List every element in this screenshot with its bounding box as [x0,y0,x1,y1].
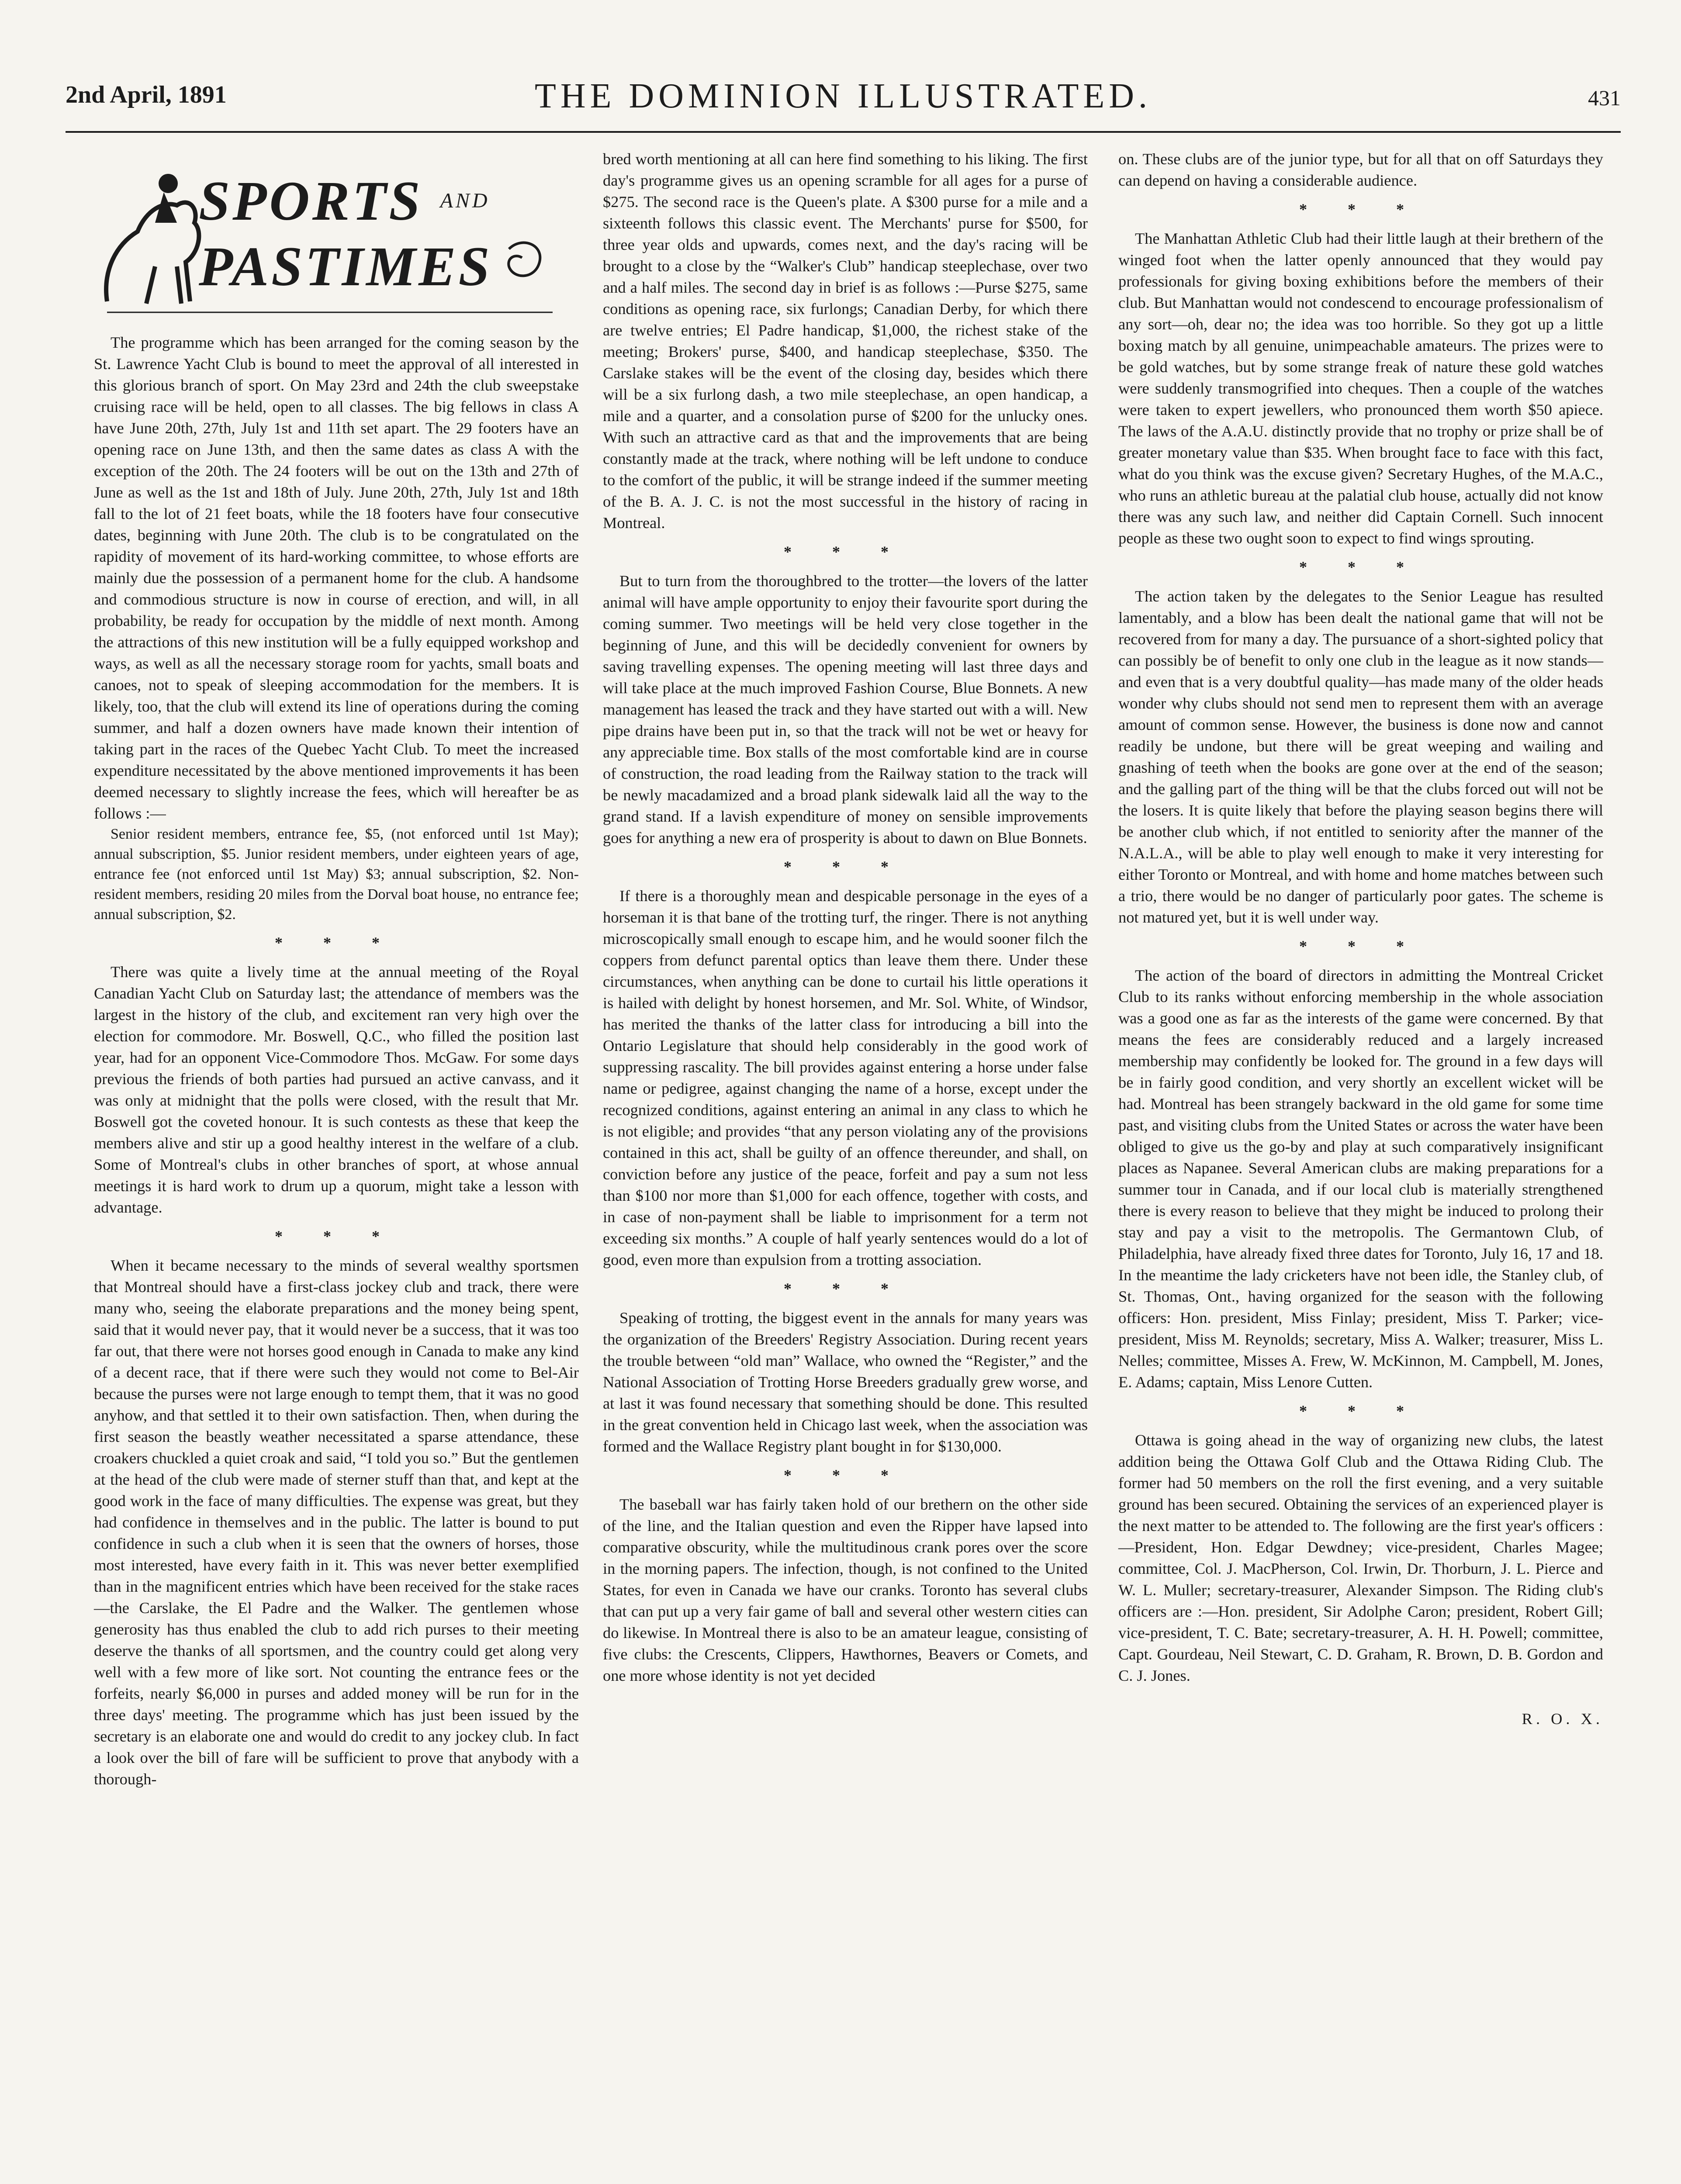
header-rule [66,131,1621,133]
article-paragraph: The programme which has been arranged for the coming season by the St. Lawrence Yacht Club is bound to meet the approval of all interested in this glorious branch of sport. On May 23rd and 24th the club sweepstake cruising race will be held, open to all classes. The big fellows in class A have June 20th, 27th, July 1st and 11th set apart. The 29 footers have an opening race on June 13th, and then the same dates as class A with the exception of the 20th. The 24 footers will be out on the 13th and 27th of June as well as the 1st and 18th of July. June 20th, 27th, July 1st and 18th fall to the lot of 21 feet boats, while the 18 footers have four consecutive dates, beginning with June 20th. The club is to be congratulated on the rapidity of movement of its hard-working committee, to whose efforts are mainly due the possession of a permanent home for the club. A handsome and commodious structure is now in course of erection, and will, in all probability, be ready for occupation by the middle of next month. Among the attractions of this new institution will be a fully equipped workshop and ways, as well as all the necessary storage room for yachts, small boats and canoes, not to speak of sleeping accommodation for the members. It is likely, too, that the club will extend its line of operations during the coming summer, and half a dozen owners have made known their intention of taking part in the races of the Quebec Yacht Club. To meet the increased expenditure necessitated by the above mentioned improvements it has been deemed necessary to slightly increase the fees, which will hereafter be as follows :— [94,334,579,822]
article-paragraph: Ottawa is going ahead in the way of organizing new clubs, the latest addition being the Ottawa Golf Club and the Ottawa Riding Club. The former had 50 members on the roll the first evening, and a very suitable ground has been secured. Obtaining the services of an experienced player is the next matter to be attended to. The following are the first year's officers :—President, Hon. Edgar Dewdney; vice-president, Charles Magee; committee, Col. J. MacPherson, Col. Irwin, Dr. Thorburn, J. L. Pierce and W. L. Muller; secretary-treasurer, Alexander Simpson. The Riding club's officers are :—Hon. president, Sir Adolphe Caron; president, Robert Gill; vice-president, T. C. Bate; secretary-treasurer, A. H. H. Powell; committee, Capt. Gourdeau, Neil Stewart, C. D. Graham, R. Brown, D. B. Gordon and C. J. Jones. [1118,1431,1603,1684]
article-paragraph: If there is a thoroughly mean and despicable personage in the eyes of a horseman it is that bane of the trotting turf, the ringer. There is not anything microscopically small enough to escape him, and he would sooner filch the coppers from defunct parental optics than leave them there. Under these circumstances, when anything can be done to curtail his little operations it is hailed with delight by honest horsemen, and Mr. Sol. White, of Windsor, has merited the thanks of the latter class for introducing a bill into the Ontario Legislature that should help considerably in the good work of suppressing rascality. The bill provides against entering a horse under false name or pedigree, against changing the name of a horse, except under the recognized conditions, against entering an animal in any class to which he is not eligible; and provides “that any person violating any of the provisions contained in this act, shall be guilty of an offence thereunder, and shall, on conviction before any justice of the peace, forfeit and pay a sum not less than $100 nor more than $1,000 for each offence, together with costs, and in case of non-payment shall be liable to imprisonment for a term not exceeding six months.” A couple of half yearly sentences would do a lot of good, even more than expulsion from a trotting association. [603,887,1088,1268]
article-paragraph: The baseball war has fairly taken hold of our brethern on the other side of the line, and the Italian question and even the Ripper have lapsed into comparative obscurity, while the multitudinous crank pores over the score in the morning papers. The infection, though, is not confined to the United States, for even in Canada we have our cranks. Toronto has several clubs that can put up a very fair game of ball and several other western cities can do likewise. In Montreal there is also to be an amateur league, consisting of five clubs: the Crescents, Clippers, Hawthornes, Beavers or Comets, and one more whose identity is not yet decided [603,1496,1088,1684]
article-paragraph: Senior resident members, entrance fee, $5, (not enforced until 1st May); annual subscription, $5. Junior resident members, under eighteen years of age, entrance fee (not enforced until 1st May) $3; annual subscription, $2. Non-resident members, residing 20 miles from the Dorval boat house, no entrance fee; annual subscription, $2. [94,826,579,923]
article-paragraph: Speaking of trotting, the biggest event in the annals for many years was the organization of the Breeders' Registry Association. During recent years the trouble between “old man” Wallace, who owned the “Register,” and the National Association of Trotting Horse Breeders gradually grew worse, and at last it was found necessary that something should be done. This resulted in the great convention held in Chicago last week, when the association was formed and the Wallace Registry plant bought in for $130,000. [603,1309,1088,1455]
section-separator: * * * [275,934,398,951]
article-paragraph: bred worth mentioning at all can here find something to his liking. The first day's programme gives us an opening scramble for all ages for a purse of $275. The second race is the Queen's plate. A $300 purse for a mile and a sixteenth follows this classic event. The Merchants' purse for $500, for three year olds and upwards, comes next, and the day's racing will be brought to a close by the “Walker's Club” handicap steeplechase, over two and a half miles. The second day in brief is as follows :—Purse $275, same conditions as opening race, six furlongs; Canadian Derby, for which there are twelve entries; El Padre handicap, $1,000, the richest stake of the meeting; Brokers' purse, $400, and handicap steeplechase, $350. The Carslake stakes will be the event of the closing day, besides which there will be a six furlong dash, a two mile steeplechase, an open handicap, a mile and a quarter, and a consolation purse of $200 for the unlucky ones. With such an attractive card as that and the improvements that are being constantly made at the track, where nothing will be left undone to conduce to the comfort of the public, it will be strange indeed if the summer meeting of the B. A. J. C. is not the most successful in the history of racing in Montreal. [603,150,1088,532]
author-signature: R. O. X. [1522,1710,1603,1728]
section-separator: * * * [784,1466,907,1484]
banner-title-line2: PASTIMES [199,235,492,297]
section-separator: * * * [1299,200,1422,218]
article-paragraph: The action of the board of directors in admitting the Montreal Cricket Club to its ranks without enforcing membership in the whole association was a good one as far as the interests of the game were concerned. By that means the fees are considerably reduced and a largely increased membership may confidently be looked for. The ground in a few days will be in fairly good condition, and very shortly an excellent wicket will be had. Montreal has been strangely backward in the old game for some time past, and visiting clubs from the United States or across the water have been obliged to give us the go-by and play at such comparatively insignificant places as Napanee. Several American clubs are making preparations for a summer tour in Canada, and if our local club is materially strengthened there is every reason to believe that they might be induced to prolong their stay and pay a visit to the metropolis. The Germantown Club, of Philadelphia, have already fixed three dates for Toronto, July 16, 17 and 18. In the meantime the lady cricketers have not been idle, the Stanley club, of St. Thomas, Ont., having organized for the season with the following officers: Hon. president, Miss Finlay; president, Miss T. Parker; vice-president, Miss M. Reynolds; secretary, Miss A. Walker; treasurer, Miss L. Nelles; committee, Misses A. Frew, W. McKinnon, M. Campbell, M. Jones, E. Adams; captain, Miss Lenore Cutten. [1118,967,1603,1391]
section-separator: * * * [784,1280,907,1297]
banner-title [199,168,492,299]
section-separator: * * * [784,858,907,875]
page-header [66,68,1621,120]
column-3 [1118,149,1603,1730]
section-separator: * * * [1299,937,1422,955]
column-2 [603,149,1088,1686]
page-number: 431 [1588,86,1621,110]
article-paragraph: The Manhattan Athletic Club had their little laugh at their brethern of the winged foot when the latter openly announced that they would pay professionals for giving boxing exhibitions before the members of their club. But Manhattan would not condescend to encourage professionalism of any sort—oh, dear no; the idea was too horrible. So they got up a little boxing match by all genuine, unimpeachable amateurs. The prizes were to be gold watches, but by some strange freak of nature these gold watches were suddenly transmogrified into cheques. Then a couple of the watches were taken to expert jewellers, who pronounced them worth $50 apiece. The laws of the A.A.U. distinctly provide that no trophy or prize shall be of greater monetary value than $35. When brought face to face with this fact, what do you think was the excuse given? Secretary Hughes, of the M.A.C., who runs an athletic bureau at the palatial club house, actually did not know there was any such law, and neither did Captain Cornell. Such innocent people as these two ought soon to expect to find wings sprouting. [1118,230,1603,547]
column-1 [94,332,579,1790]
article-paragraph: When it became necessary to the minds of several wealthy sportsmen that Montreal should have a first-class jockey club and track, there were many who, seeing the elaborate preparations and the money being spent, said that it would never pay, that it would never be a success, that it was too far out, that there were not horses good enough in Canada to make any kind of a decent race, that if there were such they would not come to Bel-Air because the purses were not large enough to tempt them, that it was no good anyhow, and that settled it to their own satisfaction. Then, when during the first season the beastly weather necessitated a sparse attendance, these croakers chuckled a quiet croak and said, “I told you so.” But the gentlemen at the head of the club were made of sterner stuff than that, and kept at the good work in the face of many difficulties. The expense was great, but they had confidence in themselves and in the public. The latter is bound to put confidence in such a club when it is seen that the owners of horses, those most interested, have every faith in it. This was never better exemplified than in the magnificent entries which have been received for the stake races—the Carslake, the El Padre and the Walker. The gentlemen whose generosity has thus enabled the club to add rich purses to their meeting deserve the thanks of all sportsmen, and the country could get along very well with a few more of like sort. Not counting the entrance fees or the forfeits, nearly $6,000 in purses and added money will be run for in the three days' meeting. The programme which has just been issued by the secretary is an elaborate one and would do credit to any jockey club. In fact a look over the bill of fare will be sufficient to prove that anybody with a thorough- [94,1257,579,1788]
banner-title-line1: SPORTS [199,170,423,232]
article-paragraph: The action taken by the delegates to the Senior League has resulted lamentably, and a blow has been dealt the national game that will not be recovered from for many a day. The pursuance of a short-sighted policy that can possibly be of benefit to only one club in the league as it now stands—and even that is a very doubtful quality—has made many of the older heads wonder why clubs should not send men to represent them with an average amount of common sense. However, the business is done now and cannot readily be undone, but there will be great weeping and wailing and gnashing of teeth when the books are gone over at the end of the season; and the galling part of the thing will be that the clubs forced out will not be the losers. It is quite likely that before the playing season begins there will be another club which, if not entitled to seniority after the manner of the N.A.L.A., will be able to play well enough to make it very interesting for either Toronto or Montreal, and with home and home matches between such a trio, there would be no danger of particularly poor gates. The scheme is not matured yet, but it is well under way. [1118,587,1603,926]
section-separator: * * * [784,543,907,560]
section-separator: * * * [275,1227,398,1245]
article-paragraph: But to turn from the thoroughbred to the trotter—the lovers of the latter animal will have ample opportunity to enjoy their favourite sport during the coming summer. Two meetings will be held very close together in the beginning of June, and this will be decidedly convenient for owners by saving travelling expenses. The opening meeting will last three days and will take place at the much improved Fashion Course, Blue Bonnets. A new management has leased the track and they have started out with a will. New pipe drains have been put in, so that the track will not be wet or heavy for any appreciable time. Box stalls of the most comfortable kind are in course of construction, the road leading from the Railway station to the track will be newly macadamized and a broad plank sidewalk laid all the way to the grand stand. If a lavish expenditure of money on sensible improvements goes for anything a new era of prosperity is about to dawn on Blue Bonnets. [603,572,1088,847]
article-paragraph: There was quite a lively time at the annual meeting of the Royal Canadian Yacht Club on Saturday last; the attendance of members was the largest in the history of the club, and excitement ran very high over the election for commodore. Mr. Boswell, Q.C., who filled the position last year, had for an opponent Vice-Commodore Thos. McGaw. For some days previous the friends of both parties had pursued an active canvass, and it was only at midnight that the polls were closed, with the result that Mr. Boswell got the coveted honour. It is such contests as these that keep the members alive and stir up a good healthy interest in the welfare of a club. Some of Montreal's clubs in other branches of sport, at whose annual meetings it is hard work to drum up a quorum, might take a lesson with advantage. [94,963,579,1216]
issue-date: 2nd April, 1891 [66,81,227,108]
article-paragraph: on. These clubs are of the junior type, but for all that on off Saturdays they can depend on having a considerable audience. [1118,150,1603,189]
section-separator: * * * [1299,558,1422,576]
publication-title: THE DOMINION ILLUSTRATED. [534,77,1152,115]
section-separator: * * * [1299,1402,1422,1420]
banner-title-and: AND [440,189,490,212]
sports-banner [90,157,574,323]
